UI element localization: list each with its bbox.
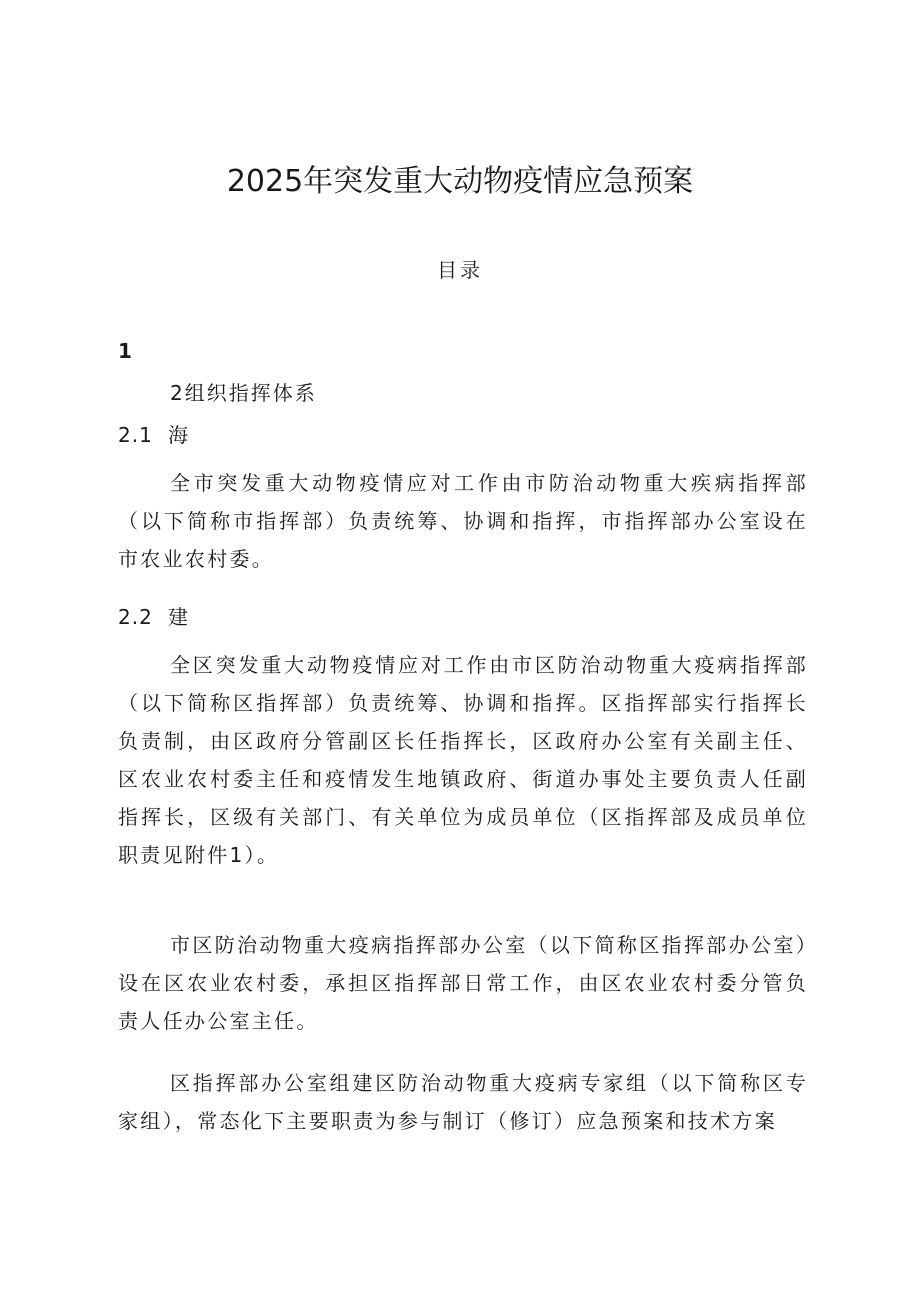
paragraph-4: 区指挥部办公室组建区防治动物重大疫病专家组（以下简称区专家组），常态化下主要职责为参与制订（修订）应急预案和技术方案 [118,1071,808,1133]
section-2-2-number: 2.2 [118,605,153,629]
paragraph-2: 全区突发重大动物疫情应对工作由市区防治动物重大疫病指挥部（以下简称区指挥部）负责统筹、协调和指挥。区指挥部实行指挥长负责制，由区政府分管副区长任指挥长，区政府办公室有关副主任、区农业农村委主任和疫情发生地镇政府、街道办事处主要负责人任副指挥长，区级有关部门、有关单位为成员单位（区指挥部及成员单位职责见附件1）。 [118,653,808,867]
heading-1: 1 [118,339,132,363]
section-2-1-number: 2.1 [118,423,153,447]
section-2-2-heading [118,602,189,632]
section-2-2-label: 建 [168,605,189,629]
toc-label: 目录 [437,258,483,282]
document-title: 2025年突发重大动物疫情应急预案 [226,164,694,199]
paragraph-1: 全市突发重大动物疫情应对工作由市防治动物重大疾病指挥部（以下简称市指挥部）负责统筹、协调和指挥，市指挥部办公室设在市农业农村委。 [118,471,808,571]
section-2-1-heading [118,420,189,450]
heading-2: 2组织指挥体系 [170,381,317,405]
section-2-1-label: 海 [168,423,189,447]
paragraph-3: 市区防治动物重大疫病指挥部办公室（以下简称区指挥部办公室）设在区农业农村委，承担区指挥部日常工作，由区农业农村委分管负责人任办公室主任。 [118,933,808,1033]
